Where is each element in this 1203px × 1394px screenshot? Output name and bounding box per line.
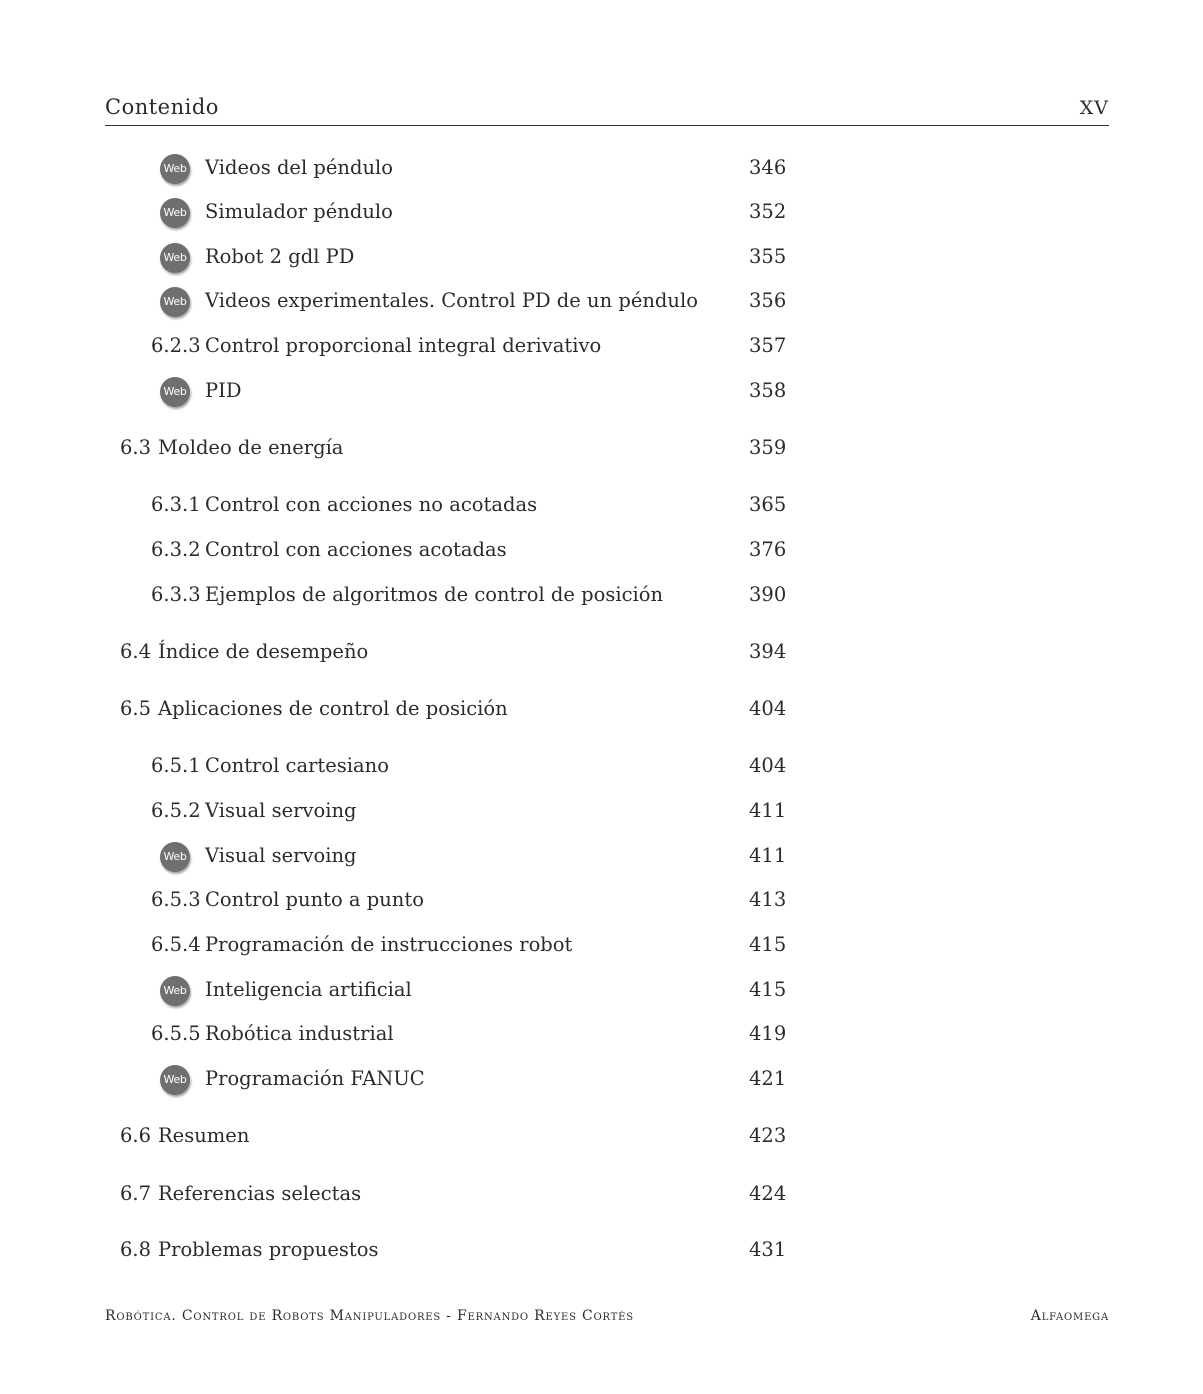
section-title: Moldeo de energía <box>158 436 344 459</box>
section-number: 6.3.2 <box>151 538 201 561</box>
section-number: 6.7 <box>120 1182 152 1205</box>
section-title: Robótica industrial <box>205 1022 394 1045</box>
page-reference: 419 <box>749 1022 787 1045</box>
toc-entry[interactable] <box>0 433 800 463</box>
page-reference: 411 <box>749 799 787 822</box>
toc-entry[interactable] <box>0 1064 800 1094</box>
web-icon: Web <box>160 243 190 273</box>
toc-entry[interactable] <box>0 376 800 406</box>
section-number: 6.5.5 <box>151 1022 201 1045</box>
running-title: Contenido <box>105 95 219 119</box>
section-title: Inteligencia artificial <box>205 978 412 1001</box>
section-number: 6.3 <box>120 436 152 459</box>
section-title: Control proporcional integral derivativo <box>205 334 602 357</box>
web-icon: Web <box>160 1065 190 1095</box>
page-reference: 376 <box>749 538 787 561</box>
page-reference: 404 <box>749 754 787 777</box>
page-reference: 358 <box>749 379 787 402</box>
section-title: Programación de instrucciones robot <box>205 933 573 956</box>
toc-entry[interactable] <box>0 1235 800 1265</box>
section-title: Videos del péndulo <box>205 156 394 179</box>
toc-entry[interactable] <box>0 930 800 960</box>
page-reference: 357 <box>749 334 787 357</box>
toc-entry[interactable] <box>0 1121 800 1151</box>
section-number: 6.3.1 <box>151 493 201 516</box>
section-number: 6.6 <box>120 1124 152 1147</box>
toc-entry[interactable] <box>0 242 800 272</box>
section-number: 6.5.4 <box>151 933 201 956</box>
toc-entry[interactable] <box>0 751 800 781</box>
page-footer <box>105 1308 1109 1330</box>
footer-book-title: Robótica. Control de Robots Manipuladores - Fernando Reyes Cortés <box>105 1308 634 1324</box>
page-reference: 415 <box>749 933 787 956</box>
web-icon: Web <box>160 154 190 184</box>
page-reference: 424 <box>749 1182 787 1205</box>
toc-entry[interactable] <box>0 580 800 610</box>
section-title: Control punto a punto <box>205 888 424 911</box>
page-reference: 421 <box>749 1067 787 1090</box>
web-icon: Web <box>160 198 190 228</box>
section-number: 6.4 <box>120 640 152 663</box>
page-reference: 365 <box>749 493 787 516</box>
section-title: Índice de desempeño <box>158 640 369 663</box>
toc-entry[interactable] <box>0 841 800 871</box>
toc-entry[interactable] <box>0 197 800 227</box>
page-reference: 404 <box>749 697 787 720</box>
page-number: XV <box>1079 97 1109 119</box>
page-reference: 352 <box>749 200 787 223</box>
toc-entry[interactable] <box>0 1019 800 1049</box>
section-number: 6.3.3 <box>151 583 201 606</box>
section-number: 6.8 <box>120 1238 152 1261</box>
section-title: Control cartesiano <box>205 754 389 777</box>
page-reference: 394 <box>749 640 787 663</box>
toc-entry[interactable] <box>0 153 800 183</box>
toc-entry[interactable] <box>0 975 800 1005</box>
web-icon: Web <box>160 377 190 407</box>
section-title: PID <box>205 379 242 402</box>
page-reference: 415 <box>749 978 787 1001</box>
section-title: Problemas propuestos <box>158 1238 379 1261</box>
page-reference: 356 <box>749 289 787 312</box>
section-title: Visual servoing <box>205 799 357 822</box>
web-icon: Web <box>160 976 190 1006</box>
section-title: Programación FANUC <box>205 1067 425 1090</box>
page-reference: 355 <box>749 245 787 268</box>
toc-entry[interactable] <box>0 286 800 316</box>
web-icon: Web <box>160 842 190 872</box>
toc-entry[interactable] <box>0 637 800 667</box>
page-reference: 431 <box>749 1238 787 1261</box>
web-icon: Web <box>160 287 190 317</box>
section-title: Simulador péndulo <box>205 200 393 223</box>
section-number: 6.5.3 <box>151 888 201 911</box>
section-number: 6.5.2 <box>151 799 201 822</box>
toc-entry[interactable] <box>0 535 800 565</box>
page-header <box>105 93 1109 126</box>
page-reference: 413 <box>749 888 787 911</box>
page-reference: 359 <box>749 436 787 459</box>
toc-entry[interactable] <box>0 331 800 361</box>
page-reference: 411 <box>749 844 787 867</box>
toc-entry[interactable] <box>0 885 800 915</box>
section-title: Visual servoing <box>205 844 357 867</box>
section-title: Ejemplos de algoritmos de control de posición <box>205 583 664 606</box>
section-title: Robot 2 gdl PD <box>205 245 355 268</box>
section-title: Control con acciones no acotadas <box>205 493 538 516</box>
toc-entry[interactable] <box>0 1179 800 1209</box>
section-title: Resumen <box>158 1124 250 1147</box>
footer-publisher: Alfaomega <box>1030 1308 1109 1324</box>
section-number: 6.2.3 <box>151 334 201 357</box>
section-title: Control con acciones acotadas <box>205 538 507 561</box>
toc-entry[interactable] <box>0 490 800 520</box>
toc-entry[interactable] <box>0 796 800 826</box>
page-reference: 346 <box>749 156 787 179</box>
section-title: Videos experimentales. Control PD de un péndulo <box>205 289 698 312</box>
section-number: 6.5.1 <box>151 754 201 777</box>
page-reference: 423 <box>749 1124 787 1147</box>
page-reference: 390 <box>749 583 787 606</box>
section-title: Referencias selectas <box>158 1182 362 1205</box>
toc-entry[interactable] <box>0 694 800 724</box>
section-title: Aplicaciones de control de posición <box>158 697 508 720</box>
section-number: 6.5 <box>120 697 152 720</box>
